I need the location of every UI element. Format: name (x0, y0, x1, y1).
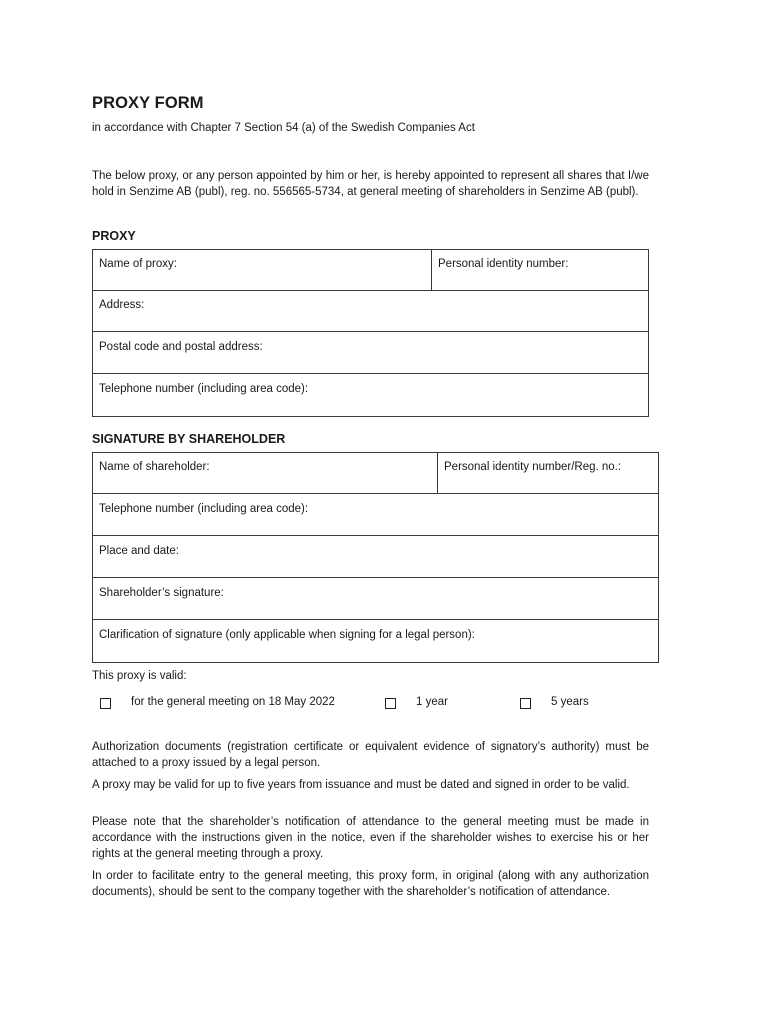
proxy-address-field[interactable] (93, 291, 648, 332)
proxy-personal-id-label: Personal identity number: (438, 258, 569, 270)
proxy-postal-field[interactable] (93, 333, 648, 374)
validity-checkbox-1-year[interactable] (385, 698, 396, 709)
shareholder-signature-label: Shareholder’s signature: (99, 587, 224, 599)
proxy-telephone-label: Telephone number (including area code): (99, 383, 309, 395)
shareholder-clarification-field[interactable] (93, 621, 658, 662)
note-submission: In order to facilitate entry to the general meeting, this proxy form, in original (along with any authorization documents), should be sent to the company together with the shareholder’s notification of attendance. (92, 870, 649, 898)
proxy-table (92, 249, 649, 417)
shareholder-telephone-field[interactable] (93, 495, 658, 536)
shareholder-table (92, 452, 659, 663)
validity-option-5-years-label: 5 years (551, 696, 589, 708)
proxy-name-field[interactable] (93, 250, 432, 290)
shareholder-telephone-label: Telephone number (including area code): (99, 503, 309, 515)
proxy-personal-id-field[interactable] (432, 250, 648, 290)
proxy-address-label: Address: (99, 299, 145, 311)
proxy-telephone-field[interactable] (93, 375, 648, 416)
shareholder-name-label: Name of shareholder: (99, 461, 210, 473)
shareholder-heading: SIGNATURE BY SHAREHOLDER (92, 432, 286, 446)
note-authorization: Authorization documents (registration certificate or equivalent evidence of signatory’s authority) must be attached to a proxy issued by a legal person. (92, 741, 649, 769)
shareholder-row-name (93, 453, 658, 494)
proxy-row-name (93, 250, 648, 291)
page-title: PROXY FORM (92, 94, 204, 112)
page-subtitle: in accordance with Chapter 7 Section 54 (a) of the Swedish Companies Act (92, 122, 475, 134)
shareholder-signature-field[interactable] (93, 579, 658, 620)
note-validity-period: A proxy may be valid for up to five years from issuance and must be dated and signed in order to be valid. (92, 779, 630, 791)
intro-paragraph: The below proxy, or any person appointed by him or her, is hereby appointed to represent all shares that I/we hold in Senzime AB (publ), reg. no. 556565-5734, at general meeting of shareholders in Senzime AB (publ). (92, 170, 649, 198)
validity-checkbox-general-meeting[interactable] (100, 698, 111, 709)
shareholder-personal-id-field[interactable] (438, 453, 658, 493)
validity-option-general-meeting-label: for the general meeting on 18 May 2022 (131, 696, 335, 708)
validity-label: This proxy is valid: (92, 670, 187, 682)
shareholder-clarification-label: Clarification of signature (only applicable when signing for a legal person): (99, 629, 475, 641)
shareholder-name-field[interactable] (93, 453, 438, 493)
proxy-name-label: Name of proxy: (99, 258, 177, 270)
shareholder-place-date-field[interactable] (93, 537, 658, 578)
proxy-heading: PROXY (92, 229, 136, 243)
proxy-postal-label: Postal code and postal address: (99, 341, 263, 353)
note-attendance: Please note that the shareholder’s notification of attendance to the general meeting must be made in accordance with the instructions given in the notice, even if the shareholder wishes to exercise his or her rights at the general meeting through a proxy. (92, 816, 649, 860)
validity-option-1-year-label: 1 year (416, 696, 448, 708)
shareholder-personal-id-label: Personal identity number/Reg. no.: (444, 461, 622, 473)
validity-checkbox-5-years[interactable] (520, 698, 531, 709)
shareholder-place-date-label: Place and date: (99, 545, 179, 557)
